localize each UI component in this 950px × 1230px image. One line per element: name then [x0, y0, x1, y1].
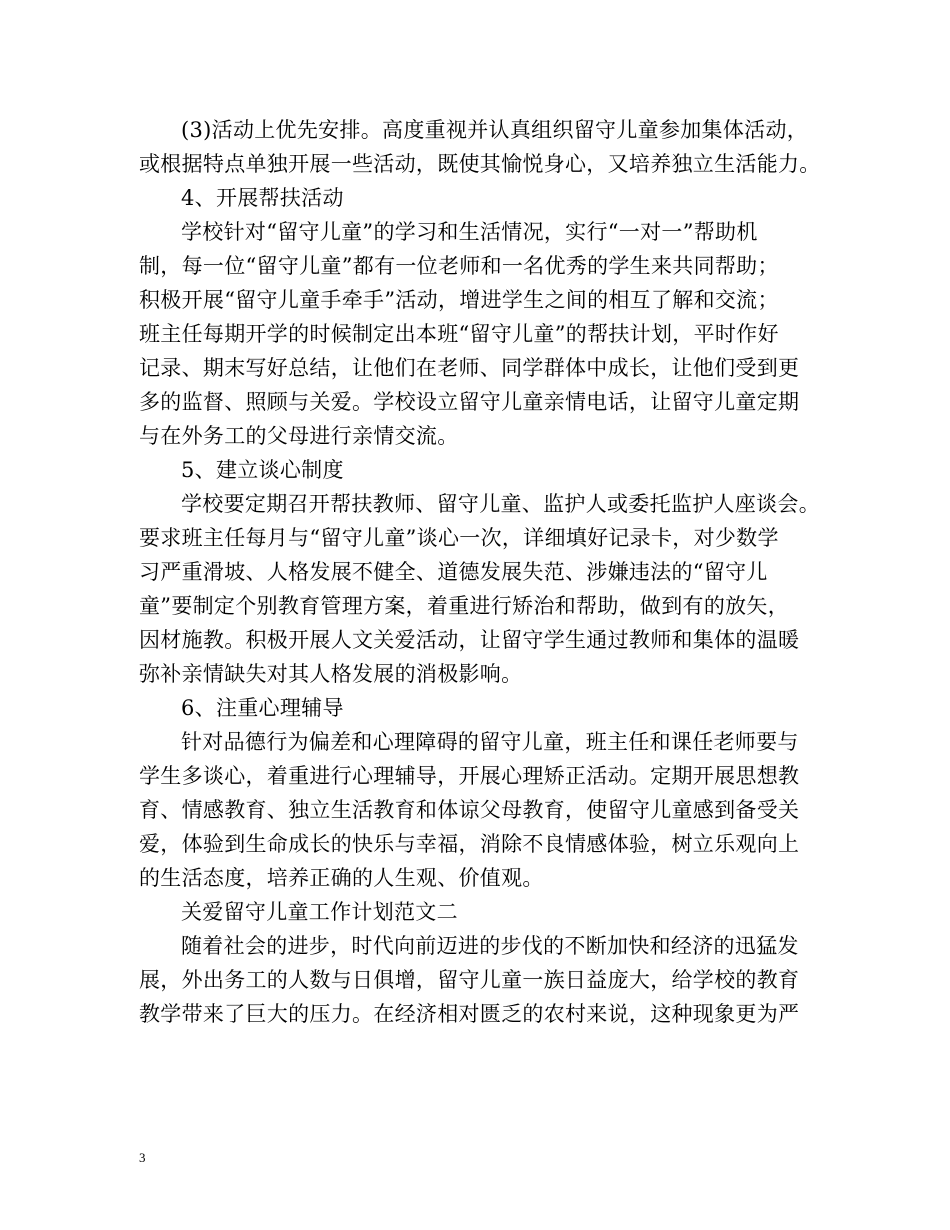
text-line: 爱，体验到生命成长的快乐与幸福，消除不良情感体验，树立乐观向上 [139, 832, 800, 856]
text-line: 随着社会的进步，时代向前迈进的步伐的不断加快和经济的迅猛发 [181, 934, 799, 958]
text-line: 教学带来了巨大的压力。在经济相对匮乏的农村来说，这种现象更为严 [139, 1002, 800, 1026]
text-line: 学校要定期召开帮扶教师、留守儿童、监护人或委托监护人座谈会。 [181, 492, 820, 516]
text-line: 制，每一位“留守儿童”都有一位老师和一名优秀的学生来共同帮助； [139, 254, 779, 278]
text-line: 5、建立谈心制度 [181, 458, 344, 482]
text-line: 多的监督、照顾与关爱。学校设立留守儿童亲情电话，让留守儿童定期 [139, 390, 800, 414]
text-line: (3)活动上优先安排。高度重视并认真组织留守儿童参加集体活动， [181, 118, 809, 142]
text-line: 针对品德行为偏差和心理障碍的留守儿童，班主任和课任老师要与 [181, 730, 799, 754]
text-line: 因材施教。积极开展人文关爱活动，让留守学生通过教师和集体的温暖 [139, 628, 800, 652]
text-line: 积极开展“留守儿童手牵手”活动，增进学生之间的相互了解和交流； [139, 288, 779, 312]
body-text [139, 113, 821, 1031]
text-line: 的生活态度，培养正确的人生观、价值观。 [139, 866, 544, 890]
text-line: 要求班主任每月与“留守儿童”谈心一次，详细填好记录卡，对少数学 [139, 526, 779, 550]
text-line: 4、开展帮扶活动 [181, 186, 344, 210]
text-line: 关爱留守儿童工作计划范文二 [181, 900, 458, 924]
text-line: 与在外务工的父母进行亲情交流。 [139, 424, 459, 448]
text-line: 6、注重心理辅导 [181, 696, 344, 720]
text-line: 习严重滑坡、人格发展不健全、道德发展失范、涉嫌违法的“留守儿 [139, 560, 768, 584]
page-number: 3 [139, 1150, 146, 1165]
text-line: 童”要制定个别教育管理方案，着重进行矫治和帮助，做到有的放矢， [139, 594, 790, 618]
text-line: 学生多谈心，着重进行心理辅导，开展心理矫正活动。定期开展思想教 [139, 764, 800, 788]
text-line: 学校针对“留守儿童”的学习和生活情况，实行“一对一”帮助机 [181, 220, 758, 244]
text-line: 展，外出务工的人数与日俱增，留守儿童一族日益庞大，给学校的教育 [139, 968, 800, 992]
text-line: 或根据特点单独开展一些活动，既使其愉悦身心，又培养独立生活能力。 [139, 152, 821, 176]
text-line: 育、情感教育、独立生活教育和体谅父母教育，使留守儿童感到备受关 [139, 798, 800, 822]
text-line: 弥补亲情缺失对其人格发展的消极影响。 [139, 662, 523, 686]
text-line: 班主任每期开学的时候制定出本班“留守儿童”的帮扶计划，平时作好 [139, 322, 779, 346]
text-line: 记录、期末写好总结，让他们在老师、同学群体中成长，让他们受到更 [139, 356, 800, 380]
